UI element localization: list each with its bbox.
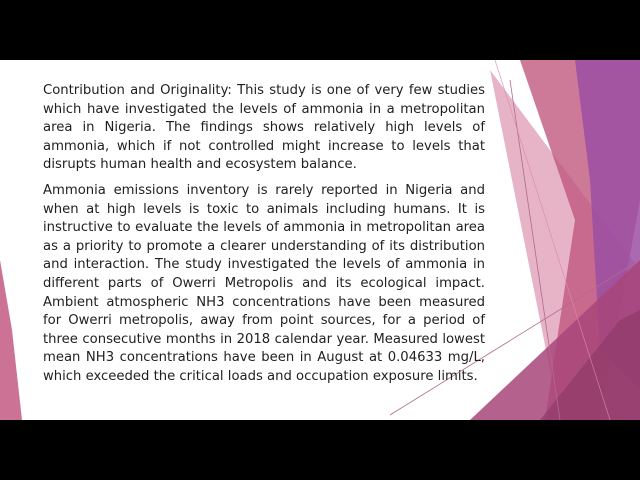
paragraph-contribution: Contribution and Originality: This study is one of very few studies which have investigated the levels of ammonia in a metropolitan area in Nigeria. The findings shows relatively high levels of ammonia, which if not controlled might increase to levels that disrupts human health and ecosystem balance. — [43, 83, 485, 173]
slide-text-body — [43, 82, 485, 394]
slide — [0, 60, 640, 420]
left-edge-shape — [0, 260, 22, 420]
letterbox-bottom — [0, 420, 640, 480]
paragraph-summary: Ammonia emissions inventory is rarely reported in Nigeria and when at high levels is toxic to animals including humans. It is instructive to evaluate the levels of ammonia in metropolitan area as a priority to promote a clearer understanding of its distribution and interaction. The study investigated the levels of ammonia in different parts of Owerri Metropolis and its ecological impact. Ambient atmospheric NH3 concentrations have been measured for Owerri metropolis, away from point sources, for a period of three consecutive months in 2018 calendar year. Measured lowest mean NH3 concentrations have been in August at 0.04633 mg/L, which exceeded the critical loads and occupation exposure limits. — [43, 182, 485, 384]
letterbox-top — [0, 0, 640, 60]
